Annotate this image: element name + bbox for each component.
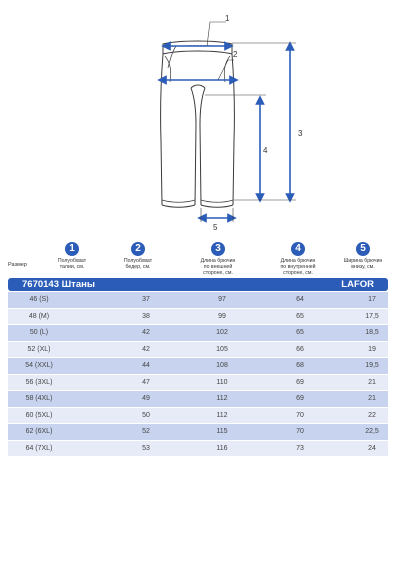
diagram-label-4: 4 [263,146,268,155]
size-cell: 52 (XL) [27,345,51,353]
table-row [8,441,388,457]
column-header-bottom-width [323,242,400,270]
value-cell: 47 [142,378,150,386]
column-description: Полуобхват талии, см. [57,258,87,271]
value-cell: 112 [216,395,228,402]
value-cell: 17 [368,296,376,303]
value-cell: 69 [296,395,304,402]
column-header-hips [98,242,178,270]
column-number-badge: 3 [211,242,225,256]
value-cell: 105 [216,345,228,353]
table-row [8,408,388,425]
value-cell: 53 [142,444,150,452]
value-cell: 102 [216,329,228,336]
column-number-badge: 1 [65,242,79,256]
size-cell: 46 (S) [29,296,49,303]
value-cell: 49 [142,395,150,402]
diagram-label-5: 5 [213,223,218,232]
value-cell: 69 [296,378,304,386]
value-cell: 18,5 [365,329,379,336]
table-row [8,424,388,441]
value-cell: 65 [296,312,304,320]
table-row [8,292,388,309]
value-cell: 99 [218,312,226,320]
column-number-badge: 2 [131,242,145,256]
value-cell: 24 [368,444,376,452]
size-cell: 60 (5XL) [25,411,53,419]
trousers-outline [161,41,235,207]
value-cell: 65 [296,329,304,336]
size-cell: 58 (4XL) [25,395,53,402]
value-cell: 42 [142,329,150,336]
value-cell: 116 [216,444,228,452]
value-cell: 108 [216,362,228,369]
size-cell: 62 (6XL) [25,428,53,435]
value-cell: 21 [368,378,376,386]
value-cell: 115 [216,428,228,435]
diagram-label-2: 2 [233,50,238,59]
product-banner [8,278,388,291]
column-description: Ширина брючин внизу, см. [343,258,383,271]
table-row [8,391,388,408]
value-cell: 21 [368,395,376,402]
table-row [8,325,388,342]
guide-lines [201,43,296,222]
diagram-label-3: 3 [298,129,303,138]
value-cell: 64 [296,296,304,303]
value-cell: 70 [296,428,304,435]
size-cell: 64 (7XL) [25,444,53,452]
column-number-badge: 5 [356,242,370,256]
table-row [8,309,388,326]
value-cell: 68 [296,362,304,369]
measurement-arrows [162,46,290,218]
size-cell: 54 (XXL) [25,362,53,369]
value-cell: 70 [296,411,304,419]
column-number-badge: 4 [291,242,305,256]
diagram-label-1: 1 [225,14,230,23]
trousers-measurement-diagram [0,0,400,232]
size-cell: 50 (L) [29,329,49,336]
value-cell: 50 [142,411,150,419]
brand-name: LAFOR [341,279,374,290]
table-row [8,375,388,392]
size-column-header: Размер [8,262,27,268]
value-cell: 42 [142,345,150,353]
value-cell: 110 [216,378,228,386]
value-cell: 17,5 [365,312,379,320]
value-cell: 44 [142,362,150,369]
value-cell: 112 [216,411,228,419]
product-article: 7670143 Штаны [22,279,95,290]
value-cell: 73 [296,444,304,452]
value-cell: 19,5 [365,362,379,369]
value-cell: 66 [296,345,304,353]
size-cell: 48 (M) [28,312,50,320]
value-cell: 19 [368,345,376,353]
value-cell: 52 [142,428,150,435]
table-row [8,358,388,375]
table-row [8,342,388,359]
column-description: Длина брючин по внешней стороне, см. [200,258,236,277]
size-cell: 56 (3XL) [25,378,53,386]
size-table [8,292,388,456]
value-cell: 22 [368,411,376,419]
value-cell: 38 [142,312,150,320]
value-cell: 97 [218,296,226,303]
column-description: Полуобхват бедер, см. [123,258,153,271]
value-cell: 22,5 [365,428,379,435]
value-cell: 37 [142,296,150,303]
column-header-outer-length [178,242,258,277]
column-description: Длина брючин по внутренней стороне, см. [280,258,316,277]
